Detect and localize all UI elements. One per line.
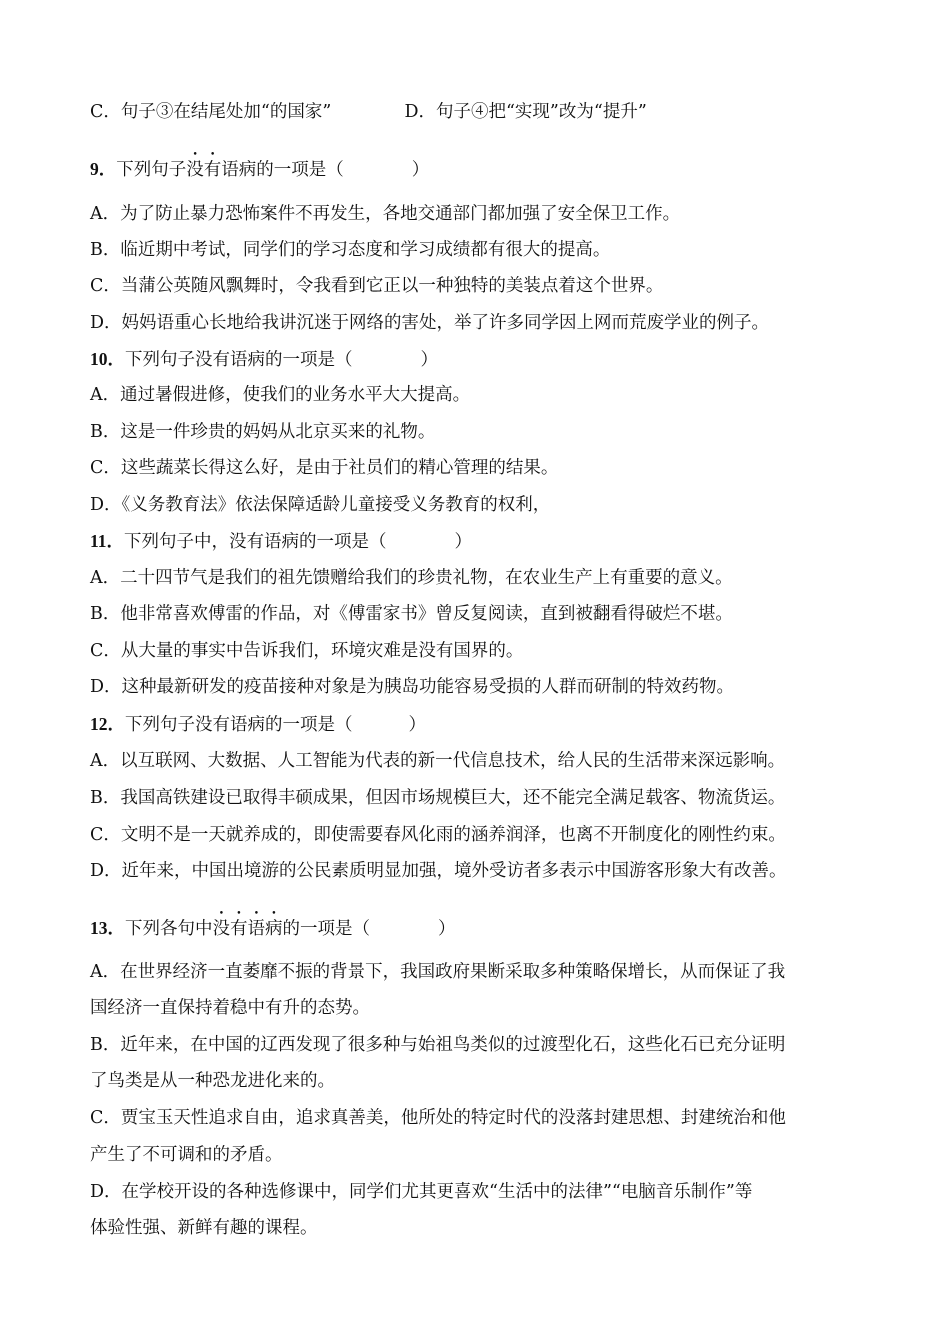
option-d: D．《义务教育法》依法保障适龄儿童接受义务教育的权利， xyxy=(90,495,551,515)
option-c: C．文明不是一天就养成的，即使需要春风化雨的涵养润泽，也离不开制度化的刚性约束。 xyxy=(90,825,786,845)
option-d: D．句子④把“实现”改为“提升” xyxy=(404,102,647,122)
question-10-stem: 10．下列句子没有语病的一项是（ ） xyxy=(90,349,438,370)
option-b: B．临近期中考试，同学们的学习态度和学习成绩都有很大的提高。 xyxy=(90,240,611,260)
question-number: 13 xyxy=(90,918,108,938)
option-d: D．这种最新研发的疫苗接种对象是为胰岛功能容易受损的人群而研制的特效药物。 xyxy=(90,677,735,697)
option-d-continued: 体验性强、新鲜有趣的课程。 xyxy=(90,1218,318,1238)
option-c: C．当蒲公英随风飘舞时，令我看到它正以一种独特的美装点着这个世界。 xyxy=(90,276,664,296)
option-b: B．他非常喜欢傅雷的作品，对《傅雷家书》曾反复阅读，直到被翻看得破烂不堪。 xyxy=(90,604,733,624)
question-number: 9 xyxy=(90,159,99,179)
question-number: 12 xyxy=(90,714,108,734)
option-b: B．近年来，在中国的辽西发现了很多种与始祖鸟类似的过渡型化石，这些化石已充分证明 xyxy=(90,1035,786,1055)
question-number: 10 xyxy=(90,349,108,369)
option-c-continued: 产生了不可调和的矛盾。 xyxy=(90,1145,283,1165)
option-d: D．妈妈语重心长地给我讲沉迷于网络的害处，举了许多同学因上网而荒废学业的例子。 xyxy=(90,313,770,333)
option-a-continued: 国经济一直保持着稳中有升的态势。 xyxy=(90,998,370,1018)
question-13-stem: 13．下列各句中没有语病的一项是（ ） xyxy=(90,918,456,939)
option-b-continued: 了鸟类是从一种恐龙进化来的。 xyxy=(90,1071,335,1091)
option-a: A．二十四节气是我们的祖先馈赠给我们的珍贵礼物，在农业生产上有重要的意义。 xyxy=(90,568,733,588)
emphasized-text: 没有语病 xyxy=(212,919,283,939)
option-c: C．这些蔬菜长得这么好，是由于社员们的精心管理的结果。 xyxy=(90,458,559,478)
option-c: C．从大量的事实中告诉我们，环境灾难是没有国界的。 xyxy=(90,641,524,661)
question-12-stem: 12．下列句子没有语病的一项是（ ） xyxy=(90,714,426,735)
option-c: C．贾宝玉天性追求自由，追求真善美，他所处的特定时代的没落封建思想、封建统治和他 xyxy=(90,1108,786,1128)
option-a: A．为了防止暴力恐怖案件不再发生，各地交通部门都加强了安全保卫工作。 xyxy=(90,204,681,224)
option-a: A．通过暑假进修，使我们的业务水平大大提高。 xyxy=(90,385,471,405)
emphasized-text: 没有 xyxy=(186,160,222,180)
option-a: A．在世界经济一直萎靡不振的背景下，我国政府果断采取多种策略保增长，从而保证了我 xyxy=(90,962,786,982)
prev-question-options xyxy=(90,100,647,124)
option-b: B．这是一件珍贵的妈妈从北京买来的礼物。 xyxy=(90,422,436,442)
question-11-stem: 11．下列句子中，没有语病的一项是（ ） xyxy=(90,531,473,552)
option-b: B．我国高铁建设已取得丰硕成果，但因市场规模巨大，还不能完全满足载客、物流货运。 xyxy=(90,788,786,808)
option-d: D．近年来，中国出境游的公民素质明显加强，境外受访者多表示中国游客形象大有改善。 xyxy=(90,861,787,881)
option-a: A．以互联网、大数据、人工智能为代表的新一代信息技术，给人民的生活带来深远影响。 xyxy=(90,751,786,771)
question-number: 11 xyxy=(90,531,107,551)
option-d: D．在学校开设的各种选修课中，同学们尤其更喜欢“生活中的法律”“电脑音乐制作”等 xyxy=(90,1182,753,1202)
question-9-stem: 9．下列句子没有语病的一项是（ ） xyxy=(90,159,430,180)
option-c: C．句子③在结尾处加“的国家” xyxy=(90,102,332,122)
